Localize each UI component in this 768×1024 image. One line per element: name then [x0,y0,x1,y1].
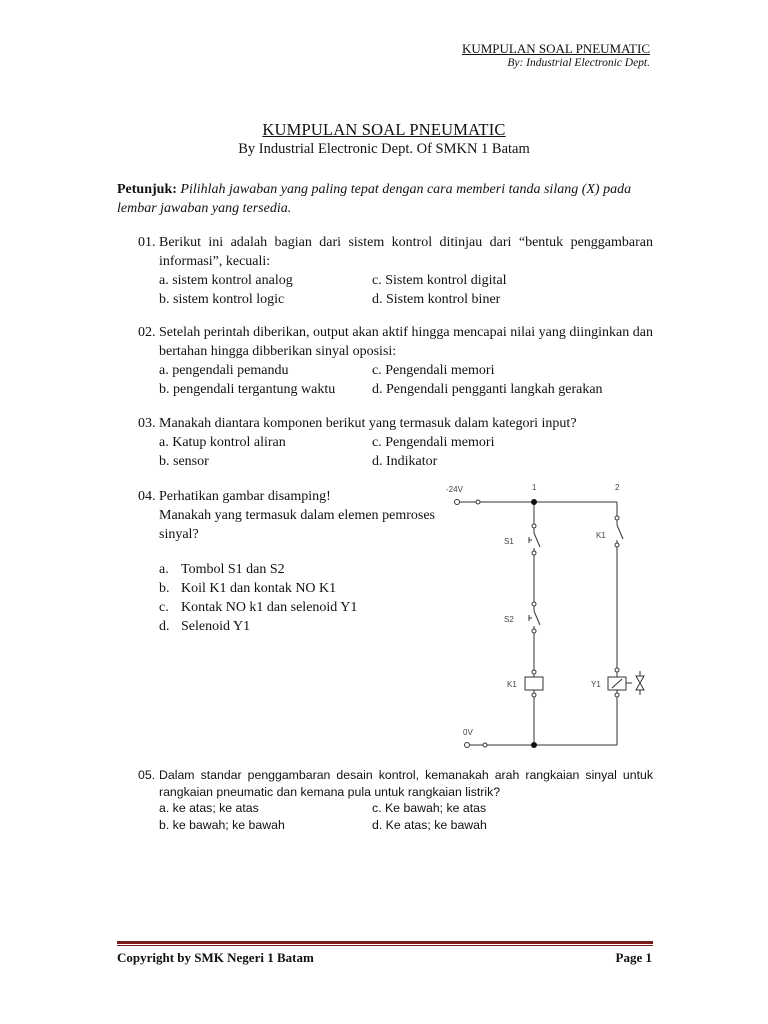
footer-rule-thin [117,945,653,946]
instructions-text: Pilihlah jawaban yang paling tepat dengan cara memberi tanda silang (X) pada lembar jawaban yang tersedia. [117,182,632,216]
column-1-label: 1 [532,483,537,492]
question-text: Perhatikan gambar disamping! [159,489,331,504]
option-c: c. Ke bawah; ke atas [372,801,487,815]
s2-label: S2 [504,615,514,624]
s1-label: S1 [504,537,514,546]
instructions [117,180,653,218]
question-number: 04. [138,489,156,504]
instructions-label: Petunjuk: [117,182,177,197]
question-text: Dalam standar penggambaran desain kontrol, kemanakah arah rangkaian sinyal untuk rangkaian pneumatic dan kemana pula untuk rangkaian listrik? [159,768,653,799]
option-a: a. sistem kontrol analog [159,273,293,288]
document-subtitle: By Industrial Electronic Dept. Of SMKN 1 Batam [238,141,530,157]
option-d: d. Selenoid Y1 [159,619,251,634]
s1-contact [534,533,540,547]
junction-dot [531,742,537,748]
question-3 [117,414,653,471]
option-d: d. Indikator [372,454,438,469]
question-text: Berikut ini adalah bagian dari sistem kontrol ditinjau dari “bentuk penggambaran informasi”, kecuali: [159,235,653,269]
question-text: Setelah perintah diberikan, output akan aktif hingga mencapai nilai yang diinginkan dan bertahan hingga dibberikan sinyal oposisi: [159,325,653,359]
option-a: a. Tombol S1 dan S2 [159,562,285,577]
valve-symbol [636,676,644,690]
footer-rule [117,941,653,944]
header-subtitle: By: Industrial Electronic Dept. [507,57,650,69]
footer-copyright: Copyright by SMK Negeri 1 Batam [117,950,314,965]
option-a: a. pengendali pemandu [159,363,289,378]
circuit-diagram [440,478,655,758]
column-2-label: 2 [615,483,620,492]
option-b: b. Koil K1 dan kontak NO K1 [159,581,337,596]
k1-contact [617,525,623,539]
question-text: Manakah diantara komponen berikut yang termasuk dalam kategori input? [159,416,577,431]
question-4 [117,487,435,544]
ground-terminal [465,743,470,748]
k1-coil [525,677,543,690]
option-b: b. ke bawah; ke bawah [159,818,285,832]
question-5 [117,767,653,833]
question-1 [117,233,653,309]
option-c: c. Pengendali memori [372,363,495,378]
supply-terminal [455,500,460,505]
junction-dot [531,499,537,505]
ground-label: 0V [463,728,473,737]
footer-page-number: Page 1 [615,950,652,965]
question-text-2: Manakah yang termasuk dalam elemen pemroses sinyal? [159,508,435,542]
header-title: KUMPULAN SOAL PNEUMATIC [461,41,650,56]
supply-label: -24V [446,485,463,494]
option-d: d. Pengendali pengganti langkah gerakan [372,382,603,397]
s2-contact [534,611,540,625]
question-number: 05. [138,768,156,782]
question-number: 03. [138,416,156,431]
option-b: b. sistem kontrol logic [159,292,285,307]
option-a: a. Katup kontrol aliran [159,435,286,450]
document-title: KUMPULAN SOAL PNEUMATIC [262,120,506,139]
option-c: c. Sistem kontrol digital [372,273,507,288]
option-d: d. Sistem kontrol biner [372,292,501,307]
y1-label: Y1 [591,680,601,689]
question-number: 01. [138,235,156,250]
option-a: a. ke atas; ke atas [159,801,259,815]
question-number: 02. [138,325,156,340]
question-2 [117,323,653,399]
k1-contact-label: K1 [596,531,606,540]
option-b: b. pengendali tergantung waktu [159,382,336,397]
option-d: d. Ke atas; ke bawah [372,818,487,832]
question-4-options [159,560,419,640]
option-c: c. Pengendali memori [372,435,495,450]
option-c: c. Kontak NO k1 dan selenoid Y1 [159,600,358,615]
k1-coil-label: K1 [507,680,517,689]
option-b: b. sensor [159,454,209,469]
